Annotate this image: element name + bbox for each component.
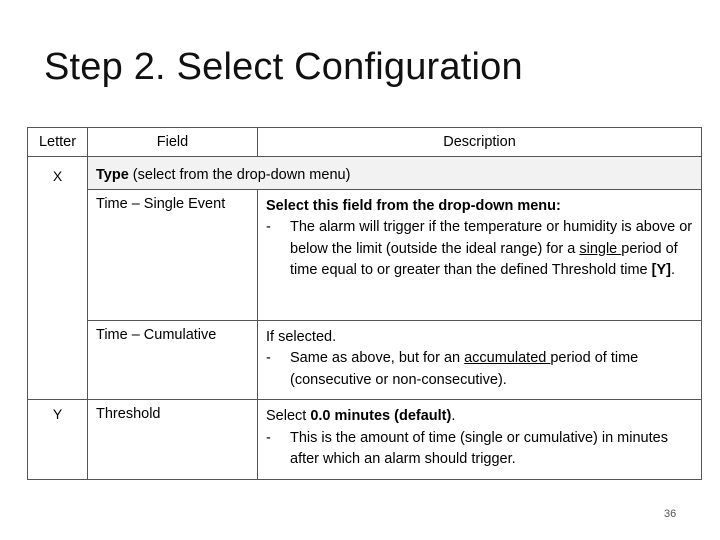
list-item: - The alarm will trigger if the temperature or humidity is above or below the limit (outside the ideal range) for a single period of time equal to or greater than the defined Threshold time [Y]. <box>266 219 693 278</box>
list-item: - Same as above, but for an accumulated period of time (consecutive or non-consecutive). <box>266 350 639 388</box>
header-field: Field <box>88 128 258 157</box>
cumulative-list <box>266 348 693 391</box>
threshold-intro: Select 0.0 minutes (default). <box>266 408 456 424</box>
letter-empty <box>28 320 88 400</box>
header-letter: Letter <box>28 128 88 157</box>
field-single-event: Time – Single Event <box>88 189 258 320</box>
letter-empty <box>28 189 88 320</box>
desc-single-event <box>258 189 702 320</box>
type-field-cell <box>88 157 702 190</box>
list-item: - This is the amount of time (single or cumulative) in minutes after which an alarm should trigger. <box>266 429 668 467</box>
type-label: Type <box>96 166 129 183</box>
table-header-row <box>28 128 702 157</box>
configuration-table <box>27 127 702 480</box>
header-description: Description <box>258 128 702 157</box>
table-row-cumulative <box>28 320 702 400</box>
table-row-single-event <box>28 189 702 320</box>
table-row-threshold <box>28 400 702 480</box>
desc-threshold <box>258 400 702 480</box>
field-threshold: Threshold <box>88 400 258 480</box>
desc-cumulative <box>258 320 702 400</box>
page-number: 36 <box>664 508 677 520</box>
table-row-type <box>28 157 702 190</box>
field-cumulative: Time – Cumulative <box>88 320 258 400</box>
threshold-list <box>266 428 693 471</box>
page-title: Step 2. Select Configuration <box>44 46 523 88</box>
single-intro: Select this field from the drop-down menu: <box>266 197 561 214</box>
letter-x: X <box>28 157 88 190</box>
single-list <box>266 217 693 282</box>
type-hint: (select from the drop-down menu) <box>128 166 351 183</box>
letter-y: Y <box>28 400 88 480</box>
cumulative-intro: If selected. <box>266 328 337 345</box>
